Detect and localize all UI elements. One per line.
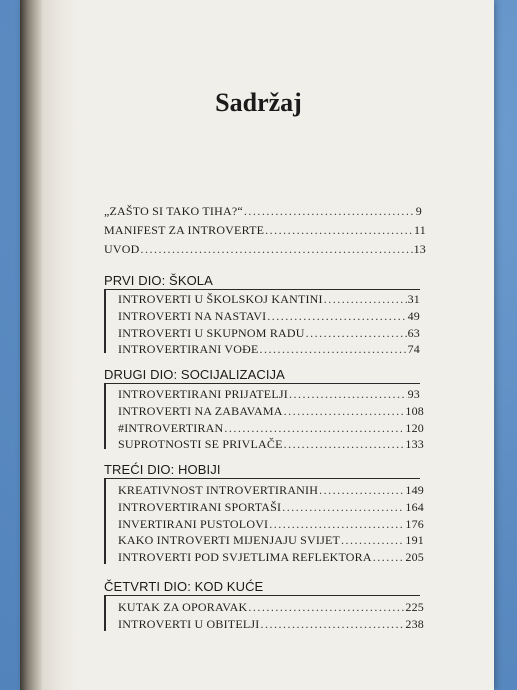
toc-entry-page: 164 [405,500,424,514]
toc-entry-label: INTROVERTI NA ZABAVAMA [118,404,283,418]
toc-entry [118,617,424,632]
leader-dots [319,483,404,498]
leader-dots [324,292,407,307]
leader-dots [260,342,407,357]
leader-dots [260,617,404,632]
leader-dots [267,309,406,324]
leader-dots [269,517,404,532]
part-underline [104,383,420,384]
toc-entry-page: 9 [415,204,422,218]
part-title: DRUGI DIO: SOCIJALIZACIJA [104,367,285,382]
toc-entry [118,550,424,565]
toc-entry-label: UVOD [104,242,140,256]
toc-entry-label: „ZAŠTO SI TAKO TIHA?“ [104,204,243,218]
toc-entry-label: INTROVERTI POD SVJETLIMA REFLEKTORA [118,550,372,564]
toc-entry-page: 191 [405,533,424,547]
toc-entry-label: MANIFEST ZA INTROVERTE [104,223,265,237]
part-title: TREĆI DIO: HOBIJI [104,462,221,477]
toc-entry [118,309,420,324]
toc-entry-page: 133 [405,437,424,451]
toc-entry-label: KAKO INTROVERTI MIJENJAJU SVIJET [118,533,341,547]
toc-entry-page: 74 [407,342,420,356]
toc-entry [104,223,426,238]
toc-entry-page: 63 [407,326,420,340]
toc-entry [118,387,420,402]
toc-entry-page: 11 [414,223,426,237]
toc-entry-label: SUPROTNOSTI SE PRIVLAČE [118,437,283,451]
toc-title: Sadržaj [215,88,302,117]
toc-entry [118,500,424,515]
leader-dots [284,437,405,452]
toc-entry-label: KUTAK ZA OPORAVAK [118,600,248,614]
toc-entry-label: INTROVERTI U SKUPNOM RADU [118,326,305,340]
toc-entry-label: INTROVERTIRANI SPORTAŠI [118,500,282,514]
toc-entry-page: 149 [405,483,424,497]
toc-entry-page: 205 [405,550,424,564]
part-underline [104,595,420,596]
toc-entry-page: 176 [405,517,424,531]
toc-entry [118,517,424,532]
leader-dots [306,326,407,341]
toc-entry [118,421,424,436]
toc-entry [104,204,422,219]
toc-entry-page: 49 [407,309,420,323]
toc-entry-label: INTROVERTIRANI PRIJATELJI [118,387,288,401]
toc-entry-label: INVERTIRANI PUSTOLOVI [118,517,269,531]
part-title: ČETVRTI DIO: KOD KUĆE [104,579,264,594]
leader-dots [140,242,412,257]
leader-dots [248,600,404,615]
toc-entry [118,326,420,341]
leader-dots [341,533,404,548]
toc-entry-label: #INTROVERTIRAN [118,421,224,435]
leader-dots [224,421,404,436]
toc-entry-label: INTROVERTI U OBITELJI [118,617,260,631]
leader-dots [284,404,405,419]
toc-entry [118,483,424,498]
toc-entry-label: INTROVERTI NA NASTAVI [118,309,267,323]
leader-dots [373,550,405,565]
toc-entry-label: INTROVERTIRANI VOĐE [118,342,259,356]
part-underline [104,289,420,290]
part-underline [104,478,420,479]
toc-entry [118,342,420,357]
part-rule [104,289,106,353]
toc-entry-page: 31 [407,292,420,306]
part-title: PRVI DIO: ŠKOLA [104,273,213,288]
toc-entry [118,437,424,452]
leader-dots [282,500,404,515]
leader-dots [265,223,413,238]
toc-entry-page: 93 [407,387,420,401]
part-rule [104,478,106,564]
part-rule [104,383,106,449]
toc-entry [118,533,424,548]
toc-entry [104,242,426,257]
toc-entry-label: KREATIVNOST INTROVERTIRANIH [118,483,319,497]
toc-entry-page: 225 [405,600,424,614]
toc-entry-page: 238 [405,617,424,631]
toc-entry-page: 13 [413,242,426,256]
leader-dots [244,204,415,219]
toc-entry-page: 108 [405,404,424,418]
toc-entry-page: 120 [405,421,424,435]
leader-dots [289,387,407,402]
toc-entry [118,600,424,615]
toc-entry-label: INTROVERTI U ŠKOLSKOJ KANTINI [118,292,323,306]
toc-entry [118,292,420,307]
toc-entry [118,404,424,419]
part-rule [104,595,106,631]
